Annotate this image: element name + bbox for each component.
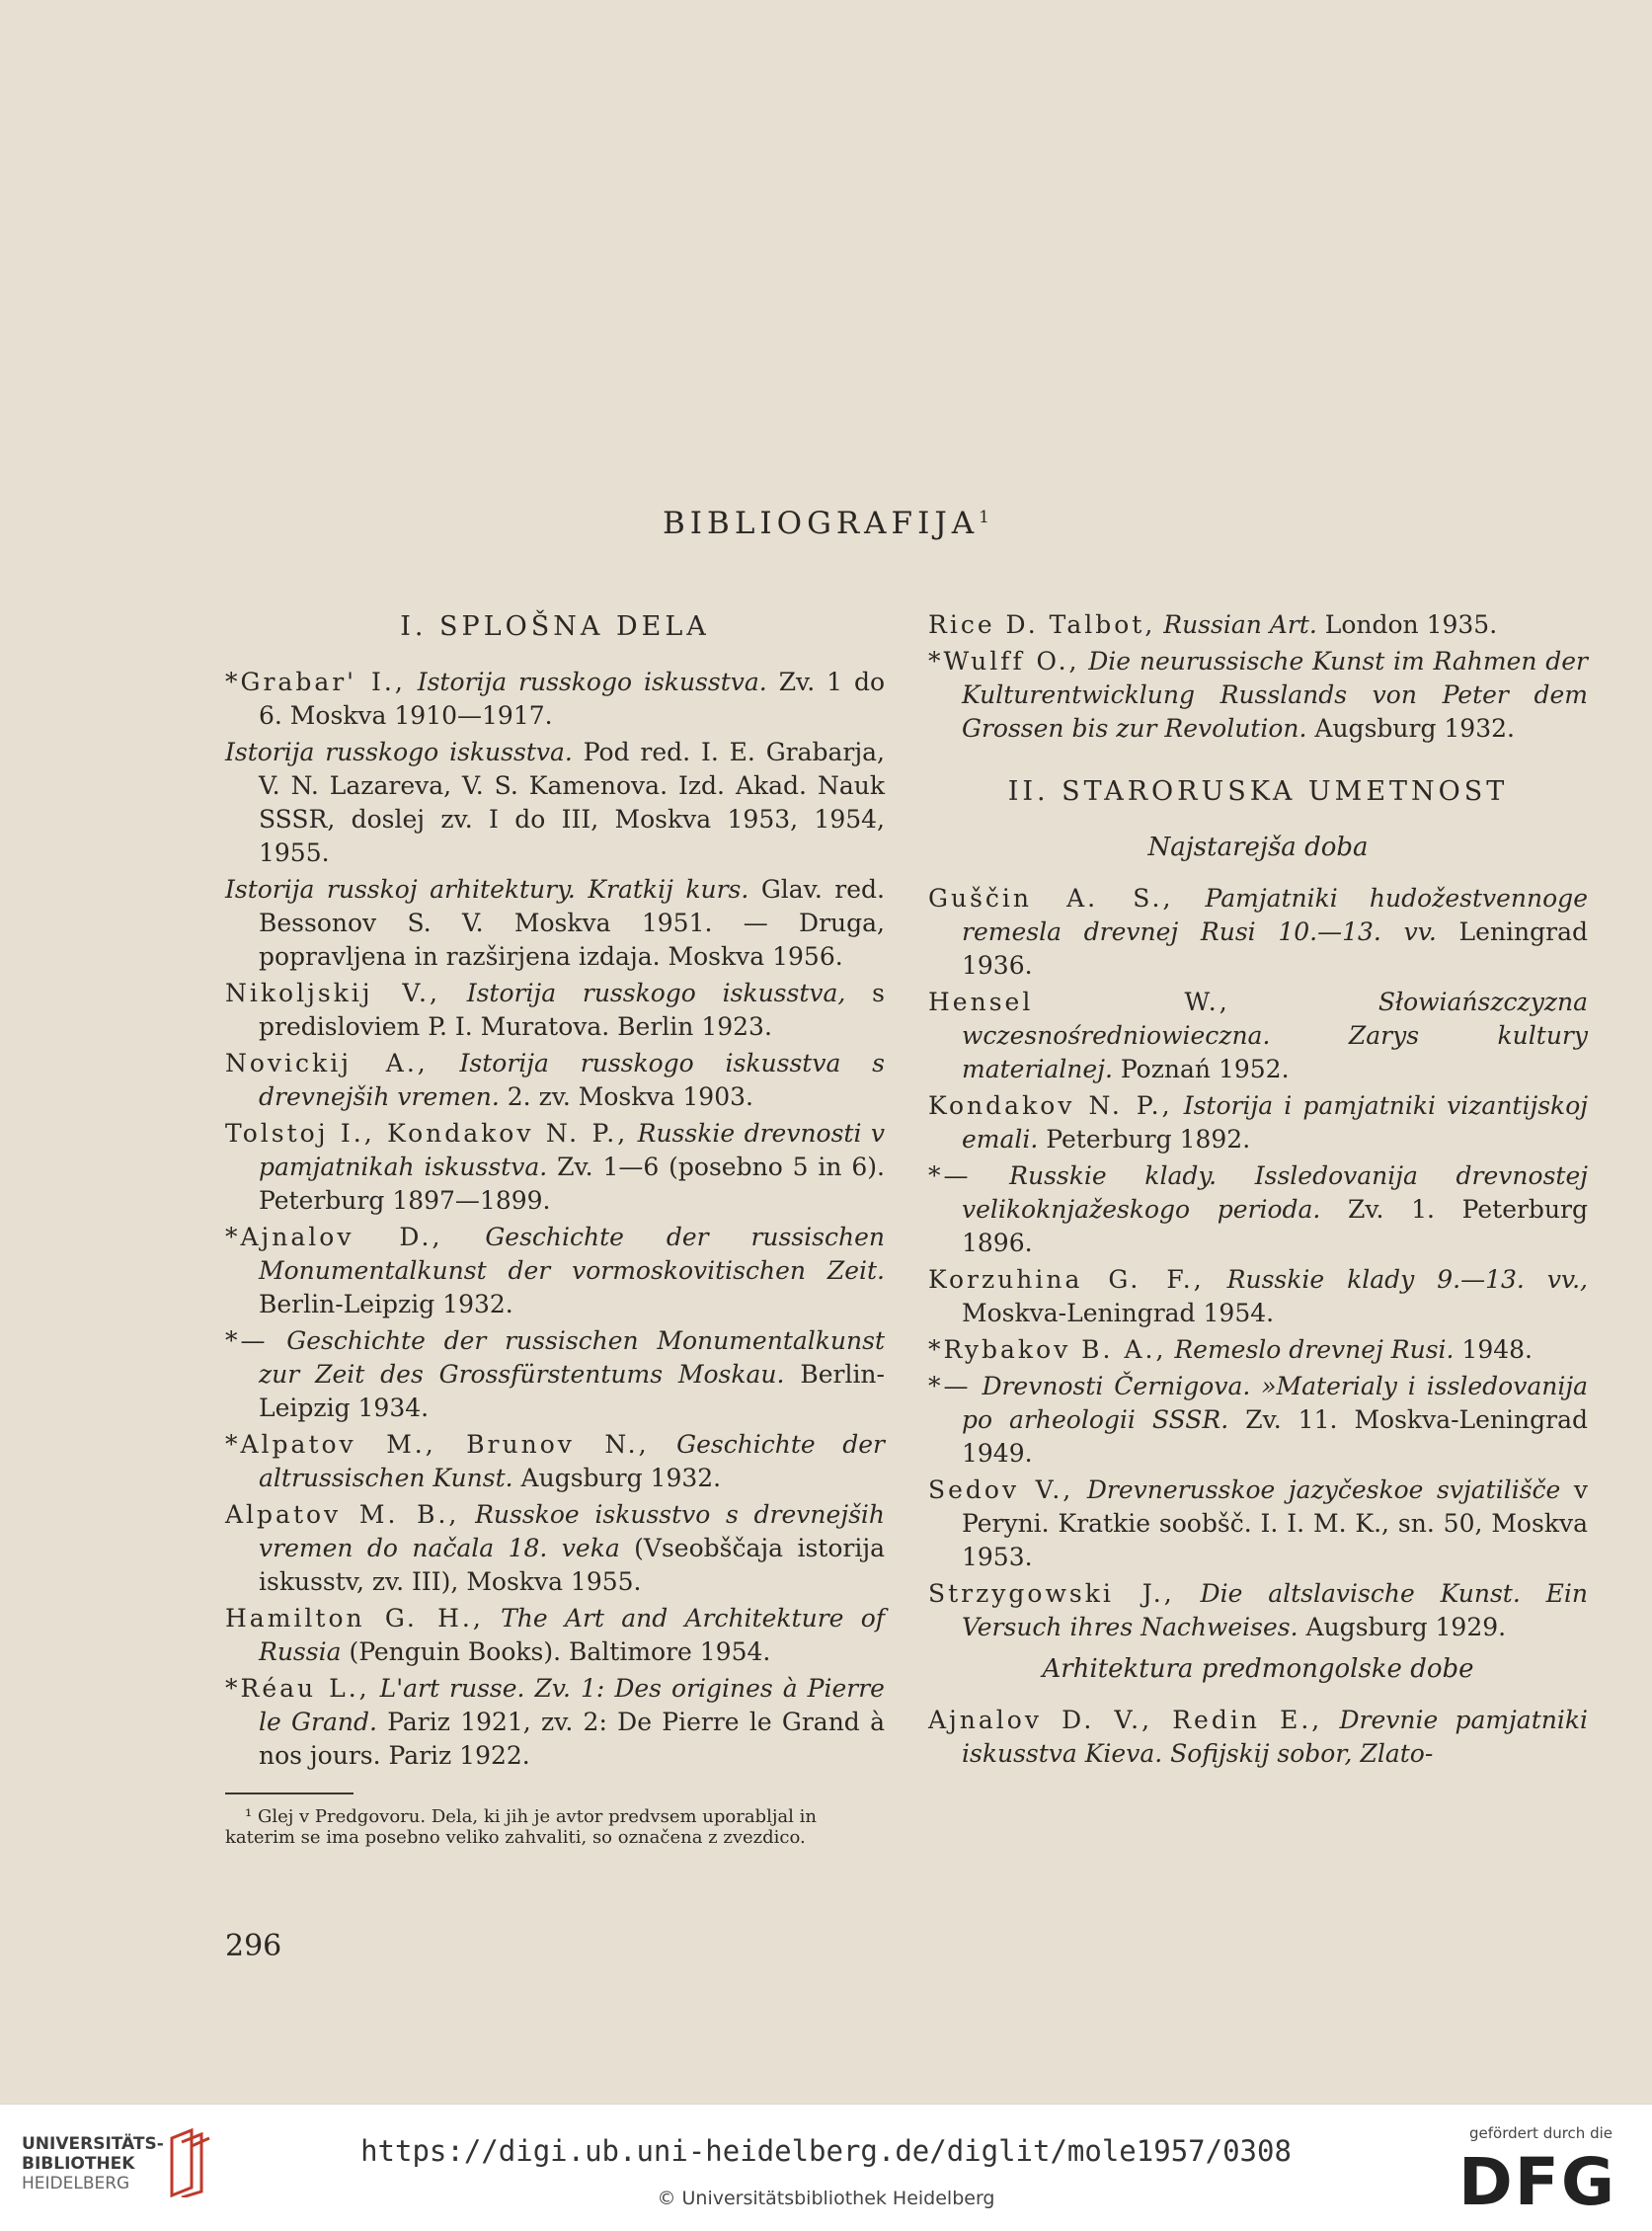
bibliography-entry (225, 666, 885, 733)
page-number: 296 (225, 1929, 282, 1963)
entry-publication: London 1935. (1324, 610, 1498, 639)
entry-author: Nikoljskij V., (225, 979, 440, 1007)
dfg-logo[interactable]: DFG (1457, 2144, 1616, 2220)
bibliography-entry (225, 1047, 885, 1114)
entry-author: *Réau L., (225, 1674, 370, 1703)
entry-title: Istorija russkogo iskusstva s drevnejših vremen. (259, 1049, 886, 1111)
entry-title: Geschichte der altrussischen Kunst. (259, 1430, 885, 1492)
bibliography-entry (928, 645, 1588, 746)
section-heading-general-works: I. SPLOŠNA DELA (400, 611, 710, 642)
entry-title: Słowiańszczyzna wczesnośredniowieczna. Zarys kultury materialnej. (962, 988, 1589, 1083)
entry-publication: Glav. red. Bessonov S. V. Moskva 1951. — Druga, popravljena in razširjena izdaja. Moskva 1956. (259, 875, 885, 971)
entry-author: *Alpatov M., Brunov N., (225, 1430, 650, 1459)
entry-publication: (Penguin Books). Baltimore 1954. (349, 1637, 771, 1666)
entry-publication: Pod red. I. E. Grabarja, V. N. Lazareva, V. S. Kamenova. Izd. Akad. Nauk SSSR, doslej zv. I do III, Moskva 1953, 1954, 1955. (259, 738, 885, 867)
entry-author: Hamilton G. H., (225, 1604, 484, 1633)
entry-author: *— (928, 1372, 972, 1400)
entry-title: Russkie drevnosti v pamjatnikah iskusstva. (259, 1119, 886, 1181)
entry-title: Russkoe iskusstvo s drevnejših vremen do načala 18. veka (259, 1500, 885, 1562)
bibliography-entry (225, 873, 885, 974)
bibliography-entry (928, 986, 1588, 1086)
entry-author: Strzygowski J., (928, 1579, 1175, 1608)
entry-title: Russkie klady 9.—13. vv., (1226, 1265, 1588, 1294)
entry-publication: Pariz 1921, zv. 2: De Pierre le Grand à nos jours. Pariz 1922. (259, 1708, 885, 1770)
entry-publication: Zv. 1—6 (posebno 5 in 6). Peterburg 1897—1899. (259, 1153, 886, 1215)
entry-author: *— (225, 1326, 269, 1355)
entry-title: Russian Art. (1163, 610, 1317, 639)
left-column (225, 608, 885, 1848)
bibliography-entry (928, 1370, 1588, 1471)
right-entry-list-top (928, 608, 1588, 746)
bibliography-entry (225, 1498, 885, 1599)
page-title: BIBLIOGRAFIJA$^1$ (663, 506, 989, 541)
entry-publication: 1948. (1461, 1335, 1533, 1364)
entry-publication: Zv. 11. Moskva-Leningrad 1949. (962, 1405, 1589, 1468)
entry-title: Drevnie pamjatniki iskusstva Kieva. Sofijskij sobor, Zlato- (962, 1706, 1588, 1768)
entry-publication: Augsburg 1932. (520, 1464, 722, 1492)
footnote: ¹ Glej v Predgovoru. Dela, ki jih je avtor predvsem uporabljal in katerim se ima posebno veliko zahvaliti, so označena z zvezdico. (225, 1806, 817, 1848)
bibliography-entry (225, 1602, 885, 1669)
entry-title: Russkie klady. Issledovanija drevnostej velikoknjažeskogo perioda. (962, 1161, 1588, 1224)
bibliography-entry (928, 1159, 1588, 1260)
bibliography-entry (928, 1704, 1588, 1771)
entry-title: Die neurussische Kunst im Rahmen der Kulturentwicklung Russlands von Peter dem Grossen bis zur Revolution. (962, 647, 1588, 743)
right-entry-list-bottom (928, 1704, 1588, 1771)
bibliography-entry (225, 1428, 885, 1495)
entry-title: Istorija russkogo iskusstva. (225, 738, 573, 766)
permalink-url[interactable]: https://digi.ub.uni-heidelberg.de/diglit/mole1957/0308 (360, 2134, 1292, 2168)
subheading-pre-mongol-architecture: Arhitektura predmongolske dobe (1042, 1654, 1474, 1684)
bibliography-entry (928, 608, 1588, 642)
bibliography-entry (928, 882, 1588, 983)
entry-publication: (Vseobščaja istorija iskusstv, zv. III), Moskva 1955. (259, 1534, 885, 1596)
entry-title: Geschichte der russischen Monumentalkunst zur Zeit des Grossfürstentums Moskau. (259, 1326, 886, 1389)
entry-author: *Rybakov B. A., (928, 1335, 1167, 1364)
entry-publication: Poznań 1952. (1120, 1055, 1290, 1083)
entry-publication: 2. zv. Moskva 1903. (507, 1082, 753, 1111)
bibliography-entry (225, 977, 885, 1044)
entry-author: Korzuhina G. F., (928, 1265, 1205, 1294)
bibliography-entry (225, 1324, 885, 1425)
entry-author: Ajnalov D. V., Redin E., (928, 1706, 1323, 1734)
library-name[interactable]: UNIVERSITÄTS- BIBLIOTHEK HEIDELBERG (22, 2134, 164, 2193)
entry-publication: Leningrad 1936. (962, 917, 1589, 980)
entry-author: Guščin A. S., (928, 884, 1174, 913)
copyright-notice: © Universitätsbibliothek Heidelberg (657, 2188, 995, 2209)
entry-title: The Art and Architekture of Russia (259, 1604, 885, 1666)
bibliography-entry (928, 1263, 1588, 1330)
bibliography-entry (928, 1089, 1588, 1156)
entry-publication: Zv. 1. Peterburg 1896. (962, 1195, 1588, 1257)
entry-title: Istorija russkogo iskusstva, (466, 979, 846, 1007)
entry-author: Rice D. Talbot, (928, 610, 1156, 639)
entry-title: Geschichte der russischen Monumentalkunst der vormoskovitischen Zeit. (259, 1223, 885, 1285)
entry-publication: Augsburg 1932. (1314, 714, 1515, 743)
subheading-earliest-period: Najstarejša doba (1147, 833, 1369, 862)
entry-publication: Zv. 1 do 6. Moskva 1910—1917. (259, 668, 885, 730)
entry-author: Hensel W., (928, 988, 1230, 1016)
entry-publication: v Peryni. Kratkie soobšč. I. I. M. K., sn. 50, Moskva 1953. (962, 1475, 1589, 1571)
dfg-caption: gefördert durch die (1469, 2124, 1613, 2142)
bibliography-entry (225, 1117, 885, 1218)
bibliography-entry (225, 1672, 885, 1773)
entry-publication: Augsburg 1929. (1305, 1613, 1507, 1641)
title-footnote-marker: 1 (979, 508, 989, 527)
entry-title: Drevnosti Černigova. »Materialy i issledovanija po arheologii SSSR. (962, 1372, 1588, 1434)
entry-publication: Berlin-Leipzig 1932. (259, 1290, 513, 1318)
entry-author: Sedov V., (928, 1475, 1074, 1504)
left-entry-list (225, 666, 885, 1773)
bibliography-entry (928, 1474, 1588, 1574)
entry-author: *Wulff O., (928, 647, 1080, 676)
entry-title: L'art russe. Zv. 1: Des origines à Pierre le Grand. (259, 1674, 885, 1736)
footnote-rule (225, 1793, 354, 1794)
entry-title: Pamjatniki hudožestvennoge remesla drevnej Rusi 10.—13. vv. (962, 884, 1588, 946)
entry-author: *Grabar' I., (225, 668, 406, 696)
entry-author: Novickij A., (225, 1049, 429, 1077)
entry-title: Die altslavische Kunst. Ein Versuch ihres Nachweises. (962, 1579, 1588, 1641)
right-entry-list-middle (928, 882, 1588, 1644)
section-heading-old-russian-art: II. STARORUSKA UMETNOST (1007, 776, 1509, 807)
entry-publication: Peterburg 1892. (1046, 1125, 1251, 1154)
entry-publication: s predisloviem P. I. Muratova. Berlin 1923. (259, 979, 885, 1041)
entry-author: *— (928, 1161, 972, 1190)
entry-title: Istorija russkogo iskusstva. (417, 668, 767, 696)
viewer-footer (0, 2104, 1652, 2231)
bibliography-entry (225, 1221, 885, 1321)
entry-title: Istorija russkoj arhitektury. Kratkij kurs. (225, 875, 749, 904)
entry-author: Kondakov N. P., (928, 1091, 1173, 1120)
entry-title: Drevnerusskoe jazyčeskoe svjatilišče (1086, 1475, 1561, 1504)
entry-title: Remeslo drevnej Rusi. (1174, 1335, 1455, 1364)
entry-title: Istorija i pamjatniki vizantijskoj emali. (962, 1091, 1588, 1154)
right-column (928, 608, 1588, 1774)
entry-author: Tolstoj I., Kondakov N. P., (225, 1119, 629, 1148)
bibliography-entry (225, 736, 885, 870)
entry-author: *Ajnalov D., (225, 1223, 443, 1251)
bibliography-entry (928, 1577, 1588, 1644)
entry-publication: Berlin-Leipzig 1934. (259, 1360, 885, 1422)
entry-publication: Moskva-Leningrad 1954. (962, 1299, 1275, 1327)
bibliography-entry (928, 1333, 1588, 1367)
entry-author: Alpatov M. B., (225, 1500, 460, 1529)
